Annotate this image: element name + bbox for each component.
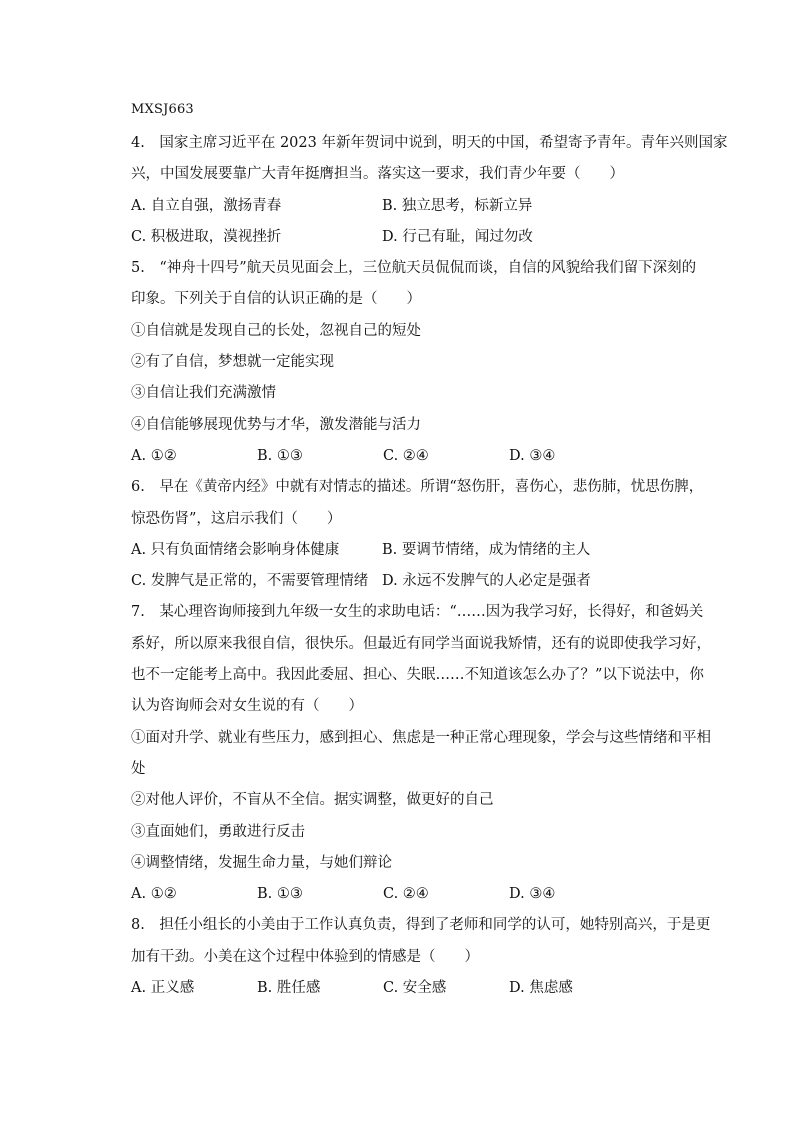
statement-item: ④自信能够展现优势与才华，激发潜能与活力 [131, 416, 421, 433]
option-b: B. ①③ [257, 447, 303, 464]
question-stem: 兴，中国发展要靠广大青年挺膺担当。落实这一要求，我们青少年要（ ） [131, 166, 624, 183]
option-a: A. 自立自强，激扬青春 [131, 197, 282, 214]
option-b: B. 胜任感 [257, 980, 321, 997]
option-c: C. 积极进取，漠视挫折 [131, 228, 282, 245]
option-row [131, 879, 688, 910]
question-stem: 6. 早在《黄帝内经》中就有对情志的描述。所谓“怒伤肝，喜伤心，悲伤肺，忧思伤脾， [131, 479, 704, 496]
option-row [131, 191, 688, 222]
question-stem: 7. 某心理咨询师接到九年级一女生的求助电话：“……因为我学习好，长得好，和爸妈关 [131, 604, 704, 621]
question-7 [131, 597, 711, 910]
question-stem: 认为咨询师会对女生说的有（ ） [131, 698, 363, 715]
option-c: C. 安全感 [383, 980, 447, 997]
option-d: D. ③④ [509, 447, 556, 464]
statement-item: ③自信让我们充满激情 [131, 385, 276, 402]
option-c: C. ②④ [383, 447, 429, 464]
statement-item: ②有了自信，梦想就一定能实现 [131, 354, 334, 371]
option-d: D. 行己有耻，闻过勿改 [382, 228, 533, 245]
question-6 [131, 472, 704, 597]
question-stem: 8. 担任小组长的小美由于工作认真负责，得到了老师和同学的认可，她特别高兴，于是更 [131, 917, 711, 934]
option-b: B. ①③ [257, 886, 303, 903]
option-a: A. 只有负面情绪会影响身体健康 [131, 541, 340, 558]
statement-item: ①自信就是发现自己的长处，忽视自己的短处 [131, 322, 421, 339]
option-row [131, 222, 688, 253]
option-row [131, 973, 688, 1004]
statement-item: ②对他人评价，不盲从不全信。据实调整，做更好的自己 [131, 792, 494, 809]
option-a: A. ①② [131, 447, 177, 464]
statement-item: 处 [131, 760, 146, 777]
option-a: A. 正义感 [131, 980, 195, 997]
question-stem: 系好，所以原来我很自信，很快乐。但最近有同学当面说我矫情，还有的说即使我学习好， [131, 635, 711, 652]
option-b: B. 要调节情绪，成为情绪的主人 [382, 541, 591, 558]
option-row [131, 535, 688, 566]
question-5 [131, 253, 697, 472]
question-8 [131, 910, 711, 1004]
option-a: A. ①② [131, 886, 177, 903]
question-stem: 也不一定能考上高中。我因此委屈、担心、失眠……不知道该怎么办了？”以下说法中，你 [131, 667, 704, 684]
question-stem: 印象。下列关于自信的认识正确的是（ ） [131, 291, 421, 308]
question-stem: 惊恐伤肾”，这启示我们（ ） [131, 510, 342, 527]
option-d: D. 焦虑感 [509, 980, 573, 997]
question-list [131, 128, 728, 1004]
question-stem: 5. “神舟十四号”航天员见面会上，三位航天员侃侃而谈，自信的风貌给我们留下深刻的 [131, 260, 697, 277]
option-d: D. 永远不发脾气的人必定是强者 [382, 573, 591, 590]
statement-item: ③直面她们，勇敢进行反击 [131, 823, 305, 840]
statement-item: ④调整情绪，发掘生命力量，与她们辩论 [131, 854, 392, 871]
question-stem: 4. 国家主席习近平在 2023 年新年贺词中说到，明天的中国，希望寄予青年。青年兴则国家 [131, 135, 728, 151]
option-c: C. ②④ [383, 886, 429, 903]
question-4 [131, 128, 728, 253]
option-row [131, 441, 688, 472]
question-stem: 加有干劲。小美在这个过程中体验到的情感是（ ） [131, 948, 479, 965]
option-row [131, 566, 688, 597]
statement-item: ①面对升学、就业有些压力，感到担心、焦虑是一种正常心理现象，学会与这些情绪和平相 [131, 729, 711, 746]
document-code: MXSJ663 [131, 102, 194, 117]
option-c: C. 发脾气是正常的，不需要管理情绪 [131, 573, 369, 590]
option-d: D. ③④ [509, 886, 556, 903]
option-b: B. 独立思考，标新立异 [382, 197, 533, 214]
